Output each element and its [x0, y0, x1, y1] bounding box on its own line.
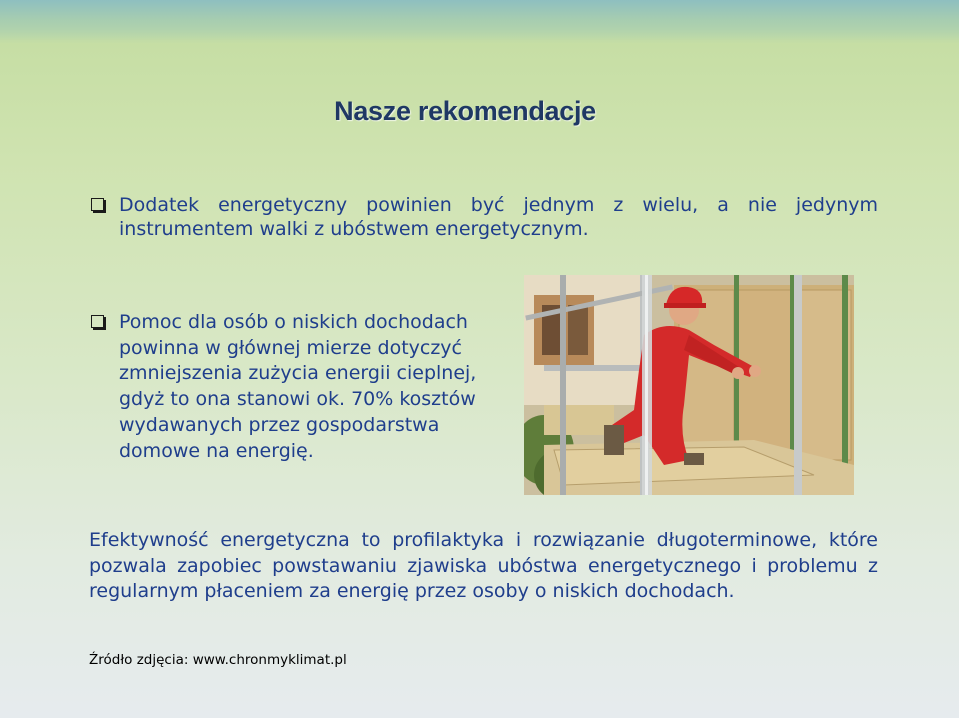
checkbox-square-icon [91, 198, 104, 211]
insulation-worker-photo [524, 275, 854, 495]
photo-source-caption: Źródło zdjęcia: www.chronmyklimat.pl [89, 652, 347, 668]
bullet-1-line-2: instrumentem walki z ubóstwem energetycznym. [119, 218, 589, 240]
slide-title: Nasze rekomendacje [334, 96, 596, 126]
top-gradient-band [0, 0, 959, 44]
bullet-2-line-2: powinna w głównej mierze dotyczyć [119, 336, 463, 359]
bullet-point-1 [91, 193, 878, 241]
bullet-2-line-5: wydawanych przez gospodarstwa [119, 413, 440, 436]
bullet-point-2 [91, 310, 511, 464]
bullet-1-line-1: Dodatek energetyczny powinien być jednym z wielu, a nie jedynym [119, 194, 878, 216]
bullet-2-line-4: gdyż to ona stanowi ok. 70% kosztów [119, 388, 476, 411]
bullet-2-line-6: domowe na energię. [119, 439, 314, 462]
checkbox-square-icon [91, 315, 104, 328]
bullet-2-line-1: Pomoc dla osób o niskich dochodach [119, 311, 468, 333]
body-paragraph: Efektywność energetyczna to profilaktyka i rozwiązanie długoterminowe, które pozwala zapobiec powstawaniu zjawiska ubóstwa energetycznego i problemu z regularnym płaceniem za energię przez osoby o niskich dochodach. [89, 529, 878, 603]
bullet-2-line-3: zmniejszenia zużycia energii cieplnej, [119, 362, 477, 385]
